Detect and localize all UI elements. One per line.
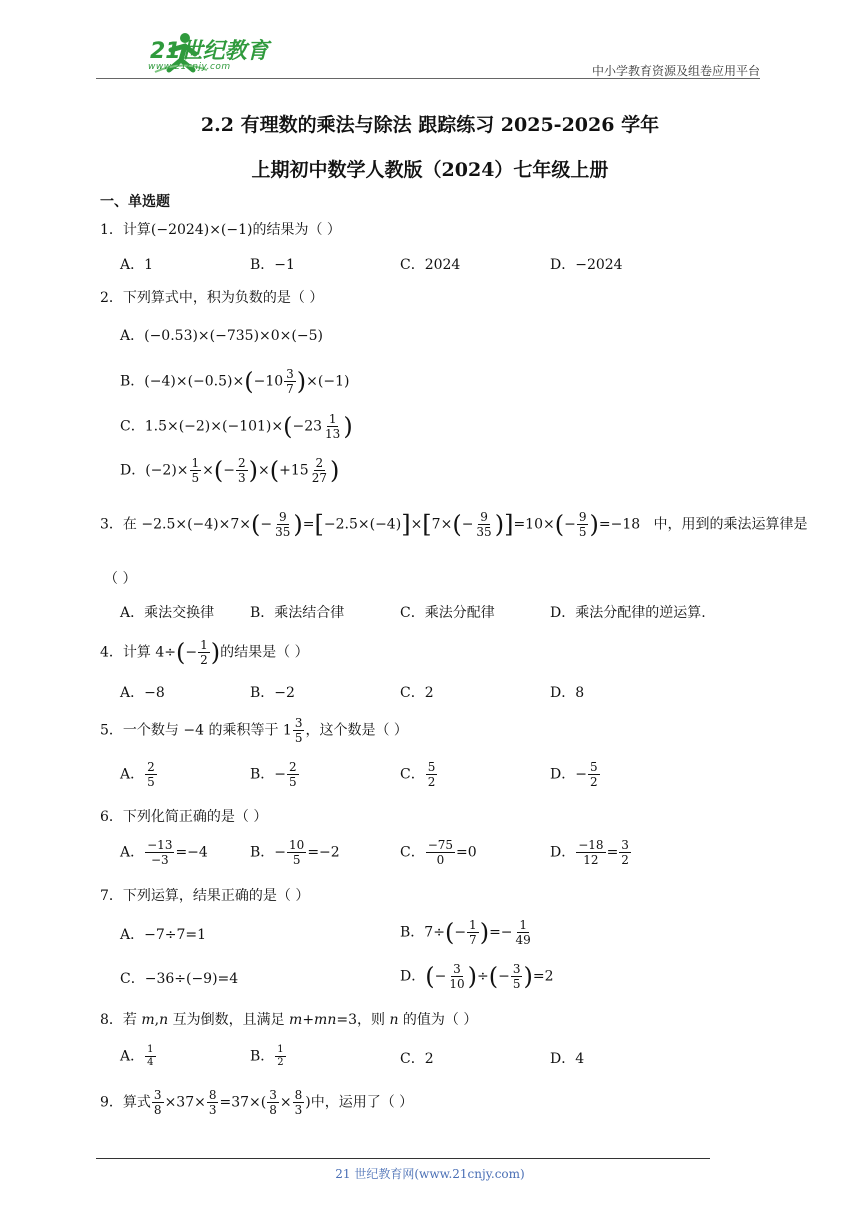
q7-option-d: D．(− $\frac{3}{10}$ )÷(− $\frac{3}{5}$ )=2 xyxy=(400,962,554,991)
q2-option-b: B．(−4)×(−0.5)×(−10 $\frac{3}{7}$ )×(−1) xyxy=(120,367,350,396)
q5-option-c: C． $\frac{5}{2}$ xyxy=(400,760,436,789)
q8-option-d: D．4 xyxy=(550,1051,585,1067)
q8-option-c: C．2 xyxy=(400,1051,434,1067)
logo-text: 21世纪教育 xyxy=(150,39,269,64)
q5-option-b: B．− $\frac{2}{5}$ xyxy=(250,760,297,789)
q3-option-b: B．乘法结合律 xyxy=(250,605,345,621)
q3-option-d: D．乘法分配律的逆运算. xyxy=(550,605,706,621)
q3-option-a: A．乘法交换律 xyxy=(120,605,215,621)
q9-tail: 中，运用了（ ） xyxy=(310,1094,414,1111)
q5-option-d: D．− $\frac{5}{2}$ xyxy=(550,760,598,789)
q1-option-b: B．−1 xyxy=(250,257,295,273)
q3-paren: （ ） xyxy=(104,571,137,587)
q6-option-d: D． $\frac{-18}{12}$ = $\frac{3}{2}$ xyxy=(550,838,629,867)
section-heading: 一、单选题 xyxy=(100,194,170,210)
logo-url: www.21cnjy.com xyxy=(148,62,231,72)
q7-stem: 7．下列运算，结果正确的是（ ） xyxy=(100,888,310,904)
q1-stem: 1．计算(−2024)×(−1)的结果为（ ） xyxy=(100,222,341,238)
q3-tail: 中，用到的乘法运算律是 xyxy=(653,516,808,533)
q7-option-a: A．−7÷7=1 xyxy=(120,927,207,943)
q5-option-a: A． $\frac{2}{5}$ xyxy=(120,760,155,789)
q8-option-b: B． $\frac{1}{2}$ xyxy=(250,1044,284,1068)
q5-stem: 5．一个数与 −4 的乘积等于 1 $\frac{3}{5}$ ，这个数是（ ） xyxy=(100,716,408,745)
q1-option-d: D．−2024 xyxy=(550,257,623,273)
q6-option-c: C． $\frac{-75}{0}$ =0 xyxy=(400,838,477,867)
q6-option-a: A． $\frac{-13}{-3}$ =−4 xyxy=(120,838,208,867)
q3-option-c: C．乘法分配律 xyxy=(400,605,495,621)
q2-option-d: D．(−2)× $\frac{1}{5}$ ×(− $\frac{2}{3}$ )×(+15 $\frac{2}{27}$ ) xyxy=(120,456,340,485)
title-line-1: 2.2 有理数的乘法与除法 跟踪练习 2025-2026 学年 xyxy=(200,114,660,136)
q4-stem: 4．计算 4÷(− $\frac{1}{2}$ )的结果是（ ） xyxy=(100,638,309,667)
q2-option-c: C．1.5×(−2)×(−101)×(−23 $\frac{1}{13}$ ) xyxy=(120,412,353,441)
footer-divider xyxy=(96,1158,710,1159)
q4-option-d: D．8 xyxy=(550,685,585,701)
q2-stem: 2．下列算式中，积为负数的是（ ） xyxy=(100,290,324,306)
q9-stem: 9．算式 $\frac{3}{8}$ ×37× $\frac{8}{3}$ =37×( $\frac{3}{8}$ × $\frac{8}{3}$ )中，运用了（ ） xyxy=(100,1088,414,1117)
q6-option-b: B．− $\frac{10}{5}$ =−2 xyxy=(250,838,340,867)
q8-stem: 8．若 m,n 互为倒数，且满足 m+mn=3，则 n 的值为（ ） xyxy=(100,1012,478,1028)
q8-option-a: A． $\frac{1}{4}$ xyxy=(120,1044,154,1068)
q3-stem: 3．在 −2.5×(−4)×7×(− $\frac{9}{35}$ )=[−2.5×(−4)]×[7×(− $\frac{9}{35}$ )]=10×(− $\frac{9}{5}$ )=−18 中，用到的乘法运算律是 xyxy=(100,510,808,539)
q4-option-a: A．−8 xyxy=(120,685,165,701)
q1-option-c: C．2024 xyxy=(400,257,461,273)
header-platform-text: 中小学教育资源及组卷应用平台 xyxy=(591,64,760,78)
q6-stem: 6．下列化简正确的是（ ） xyxy=(100,809,268,825)
q4-option-c: C．2 xyxy=(400,685,434,701)
q5-tail: ，这个数是（ ） xyxy=(305,722,408,739)
q4-option-b: B．−2 xyxy=(250,685,295,701)
footer-text: 21 世纪教育网(www.21cnjy.com) xyxy=(335,1167,525,1181)
q1-option-a: A．1 xyxy=(120,257,154,273)
q2-option-a: A．(−0.53)×(−735)×0×(−5) xyxy=(120,328,323,344)
q7-option-c: C．−36÷(−9)=4 xyxy=(120,971,239,987)
title-line-2: 上期初中数学人教版（2024）七年级上册 xyxy=(251,159,609,181)
q7-option-b: B．7÷(− $\frac{1}{7}$ )=− $\frac{1}{49}$ xyxy=(400,918,531,947)
header-divider xyxy=(96,78,760,79)
